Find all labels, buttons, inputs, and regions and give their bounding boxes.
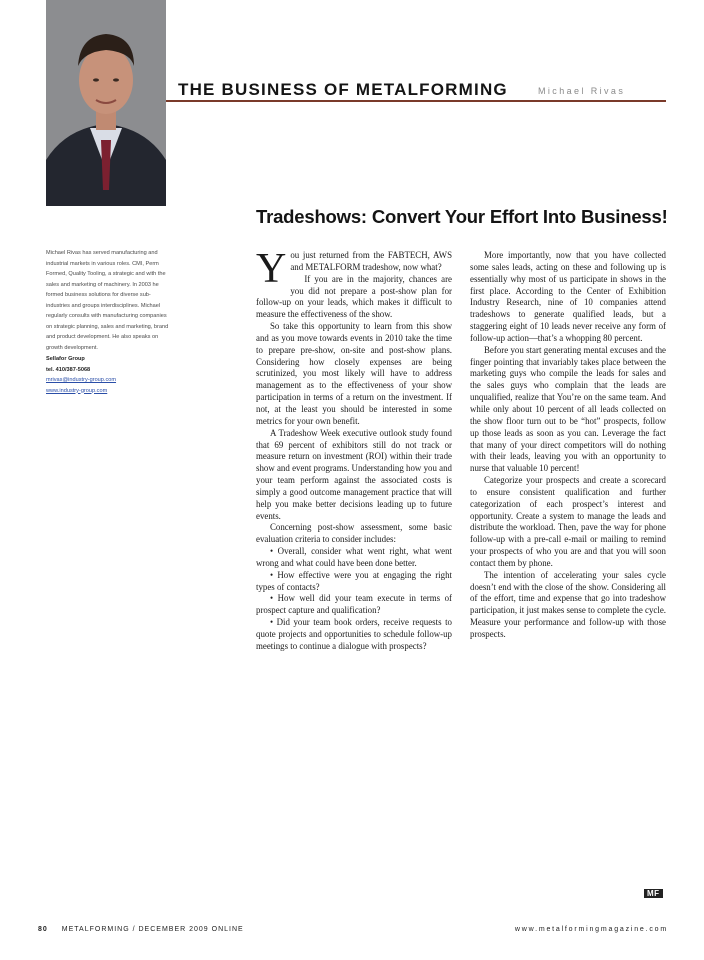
bio-text: Michael Rivas has served manufacturing and industrial markets in various roles. CMI, Perm Formed, Quality Tooling, a strategic and with the sales and marketing of machinery. In 2003 he formed business solutions for diverse sub-industries and groups interdisciplines. Michael regularly consults with manufacturing companies on strategic planning, sales and marketing, brand and product development. He also speaks on growth development.: [46, 250, 169, 351]
author-name: Michael Rivas: [538, 86, 626, 96]
publication-line: METALFORMING / DECEMBER 2009 ONLINE: [61, 926, 244, 933]
footer-left: [38, 926, 244, 933]
paragraph: A Tradeshow Week executive outlook study found that 69 percent of exhibitors still do not track or measure return on investment (ROI) within their trade show and event programs. Understanding how you and your team perform against the associated costs is simply a good outcome management practice that will help you make better decisions leading up to future events.: [256, 427, 452, 521]
author-photo: [46, 0, 166, 206]
header-rule: [166, 100, 666, 102]
author-portrait-image: [46, 0, 166, 206]
article-column-1: [256, 246, 452, 653]
paragraph: The intention of accelerating your sales cycle doesn’t end with the close of the show. Considering all of the effort, time and expense that go into tradeshow participation, it just makes sense to complete the cycle. Measure your performance and follow-up with those prospects.: [470, 569, 666, 639]
bio-company: Sellafor Group: [46, 356, 85, 362]
bio-phone: tel. 410/387-5068: [46, 366, 91, 373]
article-headline: Tradeshows: Convert Your Effort Into Business!: [256, 206, 668, 227]
section-title: THE BUSINESS OF METALFORMING: [178, 80, 508, 99]
bullet-item: • Overall, consider what went right, what went wrong and what could have been done better.: [256, 546, 452, 568]
paragraph: Concerning post-show assessment, some basic evaluation criteria to consider includes:: [256, 522, 452, 545]
end-of-article-mark: MF: [644, 889, 663, 898]
paragraph: Before you start generating mental excuses and the finger pointing that invariably takes place between the marketing guys who compile the leads for sales and the sales guys who complain that the leads are unqualified, realize that You’re on the same team. And while only about 10 percent of all leads collected on the show floor turn out to be “hot” prospects, follow up those leads as soon as you can. Leverage the fact that many of your direct competitors will do nothing with their leads, leaving you with an opportunity to nurse that valuable 10 percent!: [470, 344, 666, 474]
paragraph-text: ou just returned from the FABTECH, AWS and METALFORM tradeshow, now what?: [290, 250, 452, 272]
bullet-item: • How effective were you at engaging the right types of contacts?: [256, 569, 452, 592]
drop-cap: Y: [256, 246, 287, 292]
bio-website-link[interactable]: www.industry-group.com: [46, 387, 108, 394]
author-bio: [46, 248, 174, 396]
paragraph: Categorize your prospects and create a scorecard to ensure consistent qualification and further categorization of each prospect’s interest and opportunity. Create a system to manage the leads and distribute the workload. Then, pave the way for phone follow-up with a pre-call e-mail or mailing to remind your prospects of who you are and that you will soon contact them by phone.: [470, 475, 666, 568]
paragraph: If you are in the majority, chances are you did not prepare a post-show plan for follow-up on your leads, which makes it difficult to measure the effectiveness of the show.: [256, 273, 452, 320]
bio-email-link[interactable]: mrivas@industry-group.com: [46, 377, 117, 383]
article-column-2: [470, 250, 666, 641]
paragraph: [256, 246, 452, 292]
paragraph: More importantly, now that you have collected some sales leads, acting on these and following up is essentially why most of us participate in shows in the first place. According to the Center of Exhibition Industry Research, nine of 10 companies attend tradeshows to generate qualified leads, but a staggering eight of 10 leads never receive any form of follow-up action—that’s a whopping 80 percent.: [470, 250, 666, 343]
bullet-item: • How well did your team execute in terms of prospect capture and qualification?: [256, 593, 452, 616]
page-number: 80: [38, 926, 48, 933]
paragraph: So take this opportunity to learn from this show and as you move towards events in 2010 take the time to prepare pre-show, on-site and post-show plans. Considering how closely expenses are being scrutinized, you most likely will have to address management as to the effectiveness of your show participation in terms of a return on the investment. If not, at the least you should be interested in some metrics for your own benefit.: [256, 321, 452, 426]
footer-website-link[interactable]: www.metalformingmagazine.com: [514, 926, 668, 933]
bullet-item: • Did your team book orders, receive requests to quote projects and opportunities to schedule follow-up meetings to continue a dialogue with prospects?: [256, 617, 452, 651]
